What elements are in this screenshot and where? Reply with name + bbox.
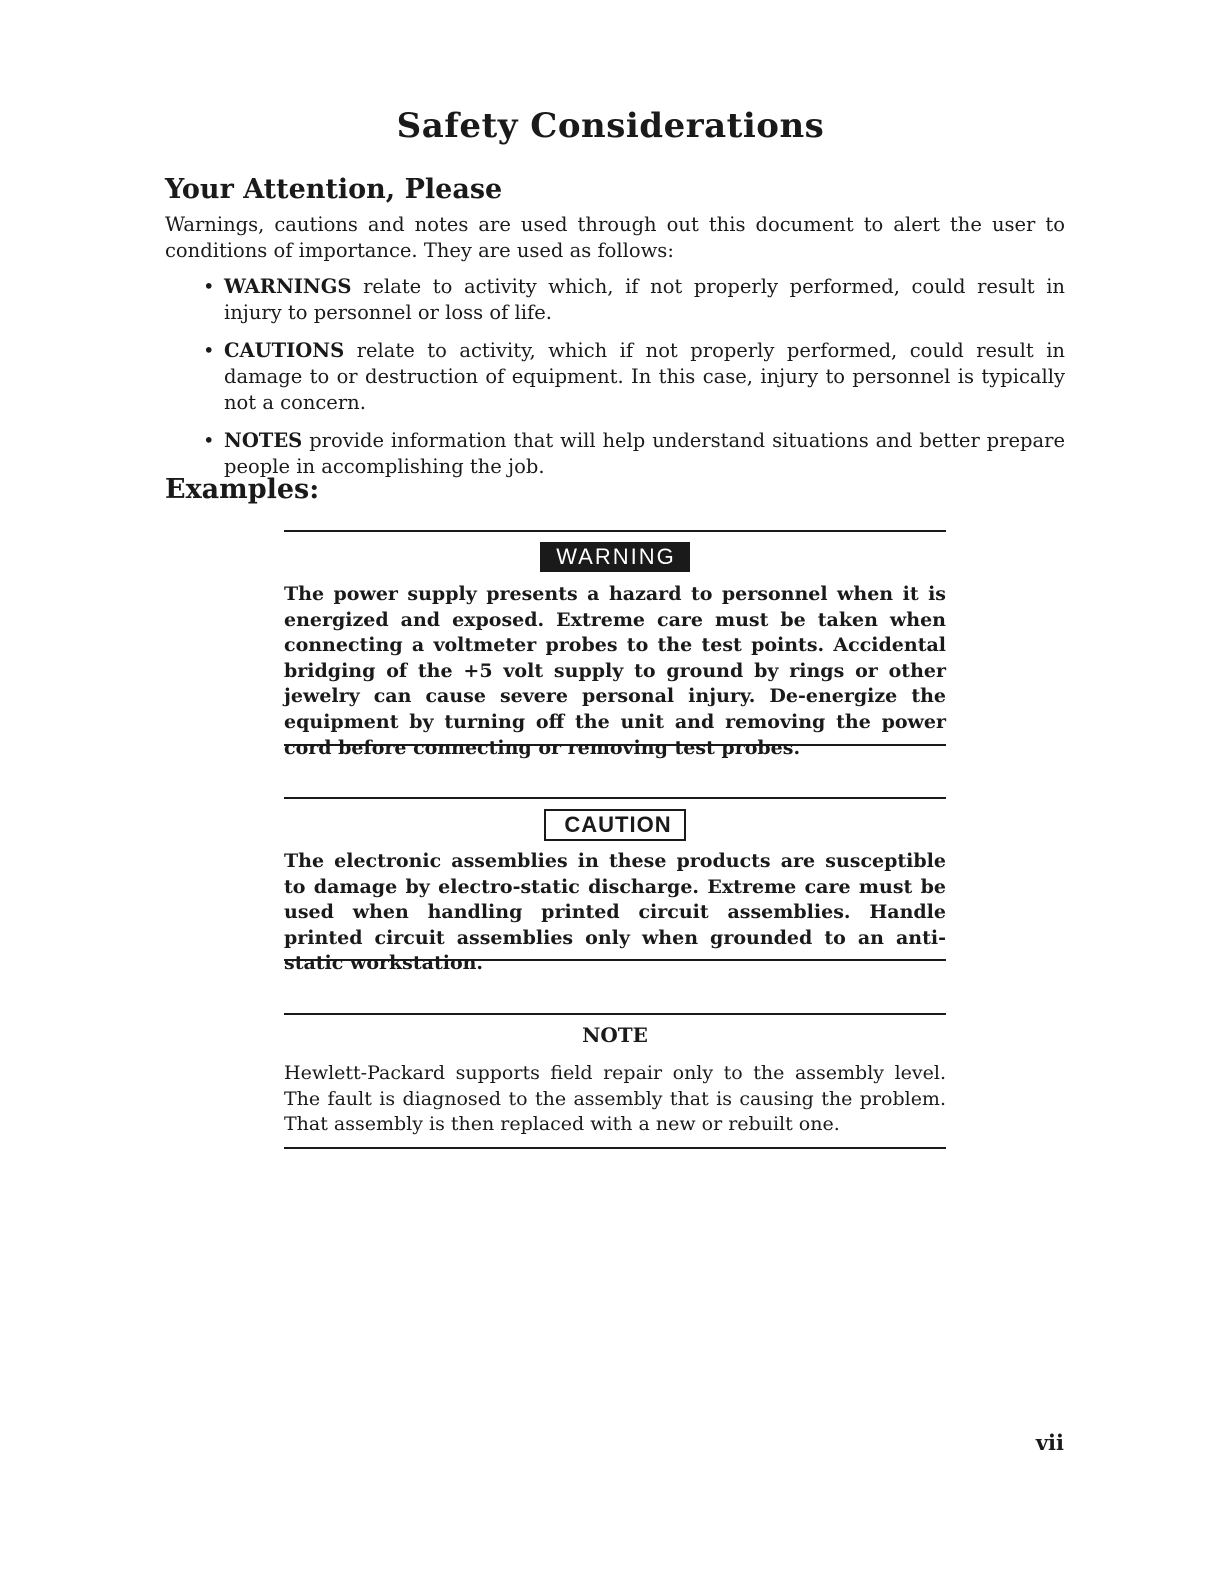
section-heading-attention: Your Attention, Please xyxy=(165,174,503,205)
intro-paragraph: Warnings, cautions and notes are used through out this document to alert the user to conditions of importance. They are used as follows: xyxy=(165,213,1065,262)
bullet-list xyxy=(165,274,1065,492)
bullet-marker: • xyxy=(203,275,215,298)
warning-label: WARNING xyxy=(540,542,690,572)
bullet-term: NOTES xyxy=(224,429,303,452)
warning-text: The power supply presents a hazard to personnel when it is energized and exposed. Extreme care must be taken when connecting a voltmeter probes to the test points. Accidental bridging of the +5 volt supply to ground by rings or other jewelry can cause severe personal injury. De-energize the equipment by turning off the unit and removing the power cord before connecting or removing test probes. xyxy=(284,583,946,759)
note-label: NOTE xyxy=(582,1023,648,1047)
bullet-text: relate to activity, which if not properly performed, could result in damage to or destruction of equipment. In this case, injury to personnel is typically not a concern. xyxy=(224,339,1065,414)
caution-label: CAUTION xyxy=(544,809,685,841)
note-text: Hewlett-Packard supports field repair only to the assembly level. The fault is diagnosed to the assembly that is causing the problem. That assembly is then replaced with a new or rebuilt one. xyxy=(284,1062,946,1136)
page-title: Safety Considerations xyxy=(396,106,825,146)
warning-box xyxy=(284,530,946,759)
section-heading-examples: Examples: xyxy=(165,474,320,505)
bullet-item-cautions xyxy=(165,338,1065,416)
bullet-item-warnings xyxy=(165,274,1065,326)
bullet-term: WARNINGS xyxy=(224,275,352,298)
bullet-marker: • xyxy=(203,429,215,452)
caution-box xyxy=(284,797,946,975)
bullet-marker: • xyxy=(203,339,215,362)
note-box xyxy=(284,1013,946,1149)
page-number: vii xyxy=(1035,1430,1064,1455)
bullet-text: provide information that will help understand situations and better prepare people in accomplishing the job. xyxy=(224,429,1065,478)
caution-text: The electronic assemblies in these products are susceptible to damage by electro-static discharge. Extreme care must be used when handling printed circuit assemblies. Handle printed circuit assemblies only when grounded to an anti-static workstation. xyxy=(284,850,946,975)
bullet-item-notes xyxy=(165,428,1065,480)
bullet-term: CAUTIONS xyxy=(224,339,345,362)
bullet-text: relate to activity which, if not properly performed, could result in injury to personnel or loss of life. xyxy=(224,275,1065,324)
